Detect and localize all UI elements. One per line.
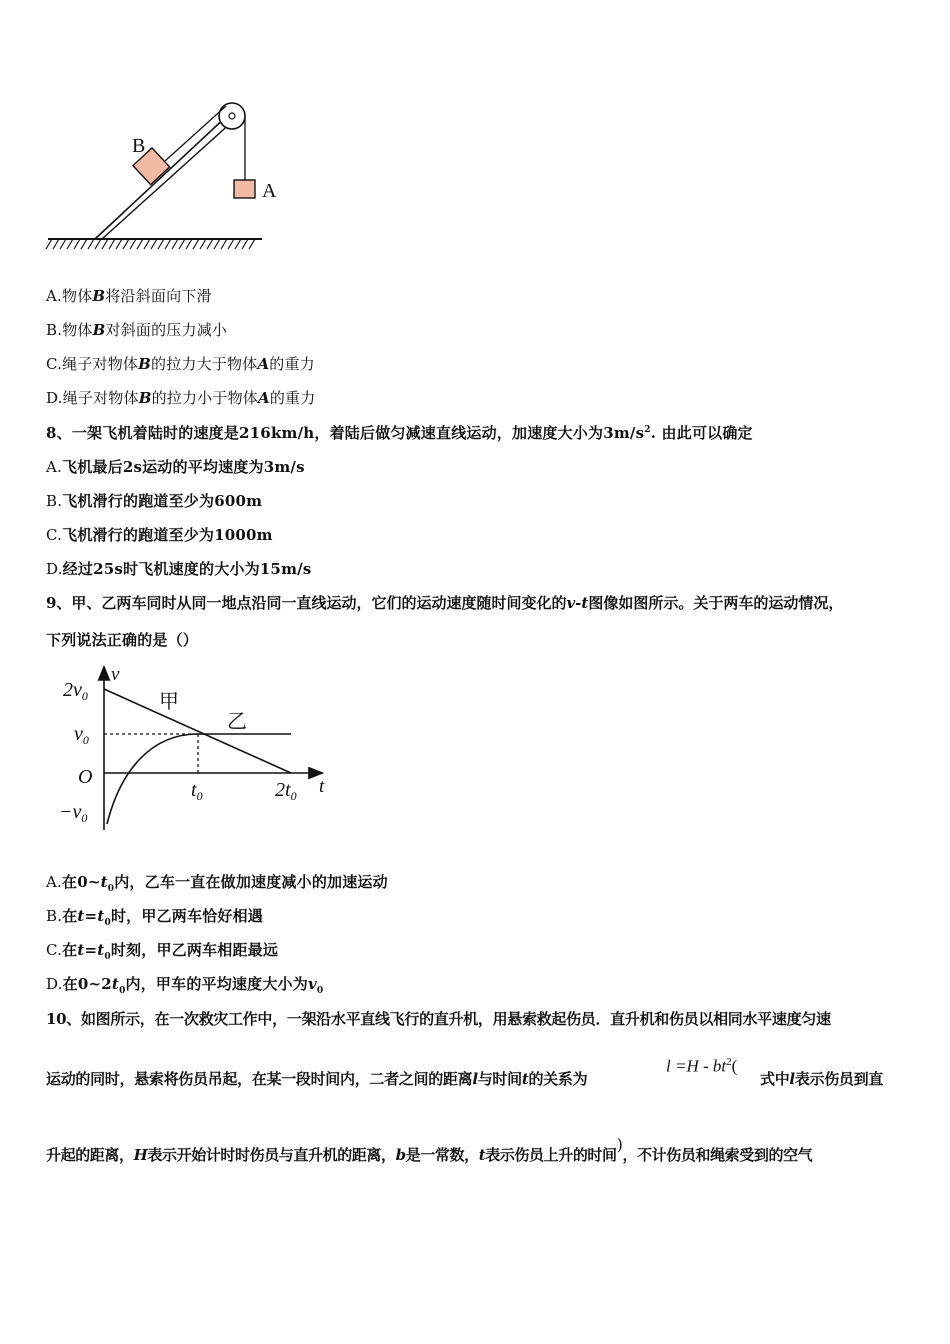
q7-option-a: A.物体B将沿斜面向下滑 [46, 287, 212, 305]
two-t0-label: $2t_0$ [275, 779, 297, 803]
q9-option-d: D.在$0\sim 2t_0$内，甲车的平均速度大小为$v_0$ [46, 975, 324, 996]
q7-option-b: B.物体B对斜面的压力减小 [46, 321, 228, 339]
block-a [234, 180, 255, 198]
q10-line2: 运动的同时，悬索将伤员吊起，在某一段时间内，二者之间的距离l与时间t的关系为 [46, 1070, 588, 1088]
jia-label: 甲 [159, 691, 179, 713]
option-letter: C. [46, 355, 63, 373]
incline-surface [95, 115, 228, 239]
neg-v0-label: $-v_0$ [59, 801, 88, 825]
q8-option-d: D.经过25s时飞机速度的大小为15m/s [46, 560, 312, 578]
v0-label: $v_0$ [74, 723, 89, 747]
q9-option-c: C.在$t=t_0$时刻，甲乙两车相距最远 [46, 941, 279, 962]
vt-graph [55, 662, 345, 837]
t-axis-label: t [319, 776, 325, 797]
option-letter: A. [46, 287, 63, 305]
v-axis-label: v [111, 664, 120, 685]
q10-line2-end: 式中l表示伤员到直 [760, 1070, 884, 1088]
incline-surface-inner [102, 121, 233, 239]
q9-stem-line1: 9、甲、乙两车同时从同一地点沿同一直线运动，它们的运动速度随时间变化的v-t图像如图所示。关于两车的运动情况， [46, 594, 844, 612]
t0-label: $t_0$ [191, 779, 203, 803]
q7-option-d: D.绳子对物体B的拉力小于物体A的重力 [46, 389, 316, 407]
option-letter: D. [46, 389, 63, 407]
q8-option-b: B.飞机滑行的跑道至少为600m [46, 492, 263, 510]
q7-option-c: C.绳子对物体B的拉力大于物体A的重力 [46, 355, 315, 373]
q10-line3: 升起的距离，H表示开始计时时伤员与直升机的距离，b是一常数，t表示伤员上升的时间)，不计伤员和绳索受到的空气 [46, 1135, 813, 1164]
yi-curve [107, 734, 198, 824]
origin-label: O [78, 766, 93, 788]
incline-pulley-figure [40, 95, 290, 255]
q9-option-b: B.在$t=t_0$时，甲乙两车恰好相遇 [46, 907, 263, 928]
ground-hatching [46, 239, 255, 249]
pulley-axle [229, 113, 235, 119]
q9-stem-line2: 下列说法正确的是（） [46, 631, 199, 649]
option-letter: B. [46, 321, 63, 339]
q8-option-c: C.飞机滑行的跑道至少为1000m [46, 526, 273, 544]
rope-b [165, 106, 226, 161]
q10-formula: $l =H - bt^2$( [666, 1056, 738, 1076]
q8-option-a: A.飞机最后2s运动的平均速度为3m/s [46, 458, 305, 476]
label-a: A [262, 180, 277, 202]
q8-stem: 8、一架飞机着陆时的速度是216km/h，着陆后做匀减速直线运动，加速度大小为$3m/s^2$. 由此可以确定 [46, 424, 753, 442]
label-b: B [132, 135, 146, 157]
q9-option-a: A.在$0\sim t_0$内，乙车一直在做加速度减小的加速运动 [46, 873, 388, 894]
yi-label: 乙 [227, 711, 247, 733]
q10-line1: 10、如图所示，在一次救灾工作中，一架沿水平直线飞行的直升机，用悬索救起伤员．直升机和伤员以相同水平速度匀速 [46, 1010, 831, 1028]
two-v0-label: $2v_0$ [63, 679, 88, 703]
